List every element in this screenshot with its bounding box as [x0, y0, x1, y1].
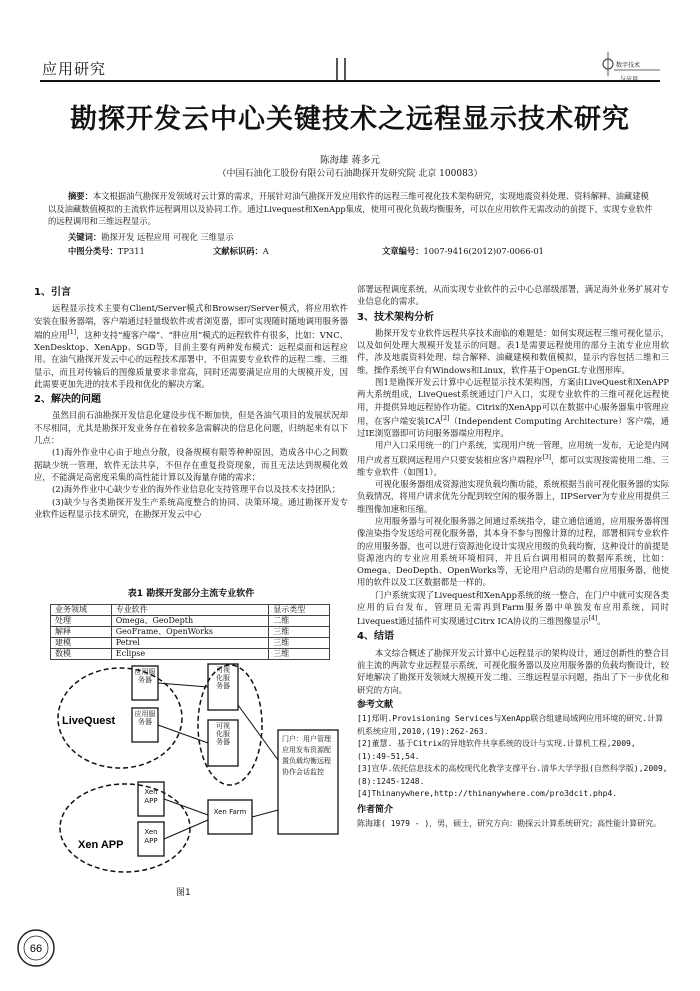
app-server-1-label: 应用服务器 — [134, 668, 156, 684]
table-cell: 数模 — [51, 649, 112, 660]
logo-text-1: 数字技术 — [616, 62, 641, 69]
table-header-cell: 专业软件 — [111, 605, 268, 616]
xen-app-1-label: Xen APP — [144, 788, 158, 805]
table-row — [51, 649, 330, 660]
section-label: 应用研究 — [42, 60, 107, 78]
clc-number — [68, 245, 145, 257]
abstract — [48, 190, 654, 228]
citation: [4] — [588, 615, 598, 623]
section-2-item-1: (1)海外作业中心由于地点分散，设备规模有限等种种原因，造成各中心之间数据缺少统一管理，软件无法共享，不但存在重复投资现象，而且无法达到规模化效应，不能满足高密度采集的高性能计算以及海量存储的需求； — [34, 447, 348, 482]
table-row — [51, 627, 330, 638]
header-rule — [40, 80, 660, 82]
table-cell: 二维 — [269, 616, 330, 627]
table-header-row — [51, 605, 330, 616]
vis-server-1-label: 可视化服务器 — [216, 666, 230, 690]
clc-value: TP311 — [117, 246, 145, 256]
section-3-paragraph-2: 图1是勘探开发云计算中心远程显示技术架构图，方案由LiveQuest和XenAPP两大系统组成，LiveQuest系统通过门户入口，实现专业软件的三维可视化远程使用，并提供异地远程协作功能。Citrix的XenApp可以在数据中心服务器集中管理应用，在客户端安装ICA[2]（Independent Computing Architecture）客户端，通过IE浏览器即可访问服务器端应用程序。 — [357, 377, 670, 439]
paper-affiliation: （中国石油化工股份有限公司石油勘探开发研究院 北京 100083） — [217, 169, 483, 179]
figure-caption: 图1 — [176, 888, 191, 898]
article-value: 1007-9416(2012)07-0066-01 — [423, 246, 544, 256]
citation: [2] — [440, 414, 450, 422]
doc-code — [213, 245, 269, 257]
section-2-item-3: (3)缺少与各类勘探开发生产系统高度整合的协同、决策环境。通过勘探开发专业软件远程显示技术研究，在勘探开发云中心 — [34, 496, 348, 519]
right-column — [357, 283, 669, 830]
reference-list — [357, 713, 669, 801]
table-cell: 解释 — [51, 627, 112, 638]
xenapp-label: Xen APP — [78, 839, 124, 851]
section-4-paragraph: 本文综合概述了勘探开发云计算中心远程显示的架构设计，通过创新性的整合目前主流的两款专业远程显示系统，可视化服务器以及应用服务器的负载均衡设计，较好地解决了勘探开发领域大规模开发二维、三维远程显示问题，指出了下一步优化和研究的方向。 — [357, 647, 669, 695]
logo-text-2: 与应用 — [620, 76, 639, 83]
portal-label: 门户：用户管理应用发布资源配置负载均衡远程协作会话监控 — [282, 735, 331, 776]
section-4-heading: 4、结语 — [357, 631, 394, 643]
table-cell: 建模 — [51, 638, 112, 649]
table-cell: 三维 — [269, 638, 330, 649]
livequest-label: LiveQuest — [62, 715, 116, 727]
section-3-paragraph-5: 应用服务器与可视化服务器之间通过系统指令，建立通信通道，应用服务器将图像渲染指令发送给可视化服务器，其本身不参与图像计算的过程，部署相同专业软件的应用服务器，也可以进行资源池化设计实现应用级的负载均衡，这种设计的前提是资源池内的专业应用系统环境相同，并且后台调用相同的数据库系统，比如：Omega、DeoDepth、OpenWorks等，无论用户启动的是哪台应用服务器，他使用的软件以及工区数据都是一样的。 — [357, 515, 669, 588]
page-number: 66 — [29, 943, 43, 955]
table-cell: 处理 — [51, 616, 112, 627]
table-cell: Petrel — [111, 638, 268, 649]
clc-label: 中图分类号： — [68, 246, 118, 256]
reference-item: [3]宣华.依托信息技术的高校现代化教学支撑平台.清华大学学报(自然科学版),2009,(8):1245-1248. — [357, 764, 668, 786]
author-bio-heading: 作者简介 — [357, 804, 394, 815]
reference-item: [4]Thinanywhere,http://thinanywhere.com/pro3dcit.php4. — [357, 789, 618, 799]
section-3-paragraph-4: 可视化服务器组成资源池实现负载均衡功能，系统根据当前可视化服务器的实际负载情况，将用户请求优先分配到较空闲的服务器上，IIPServer为专业应用提供三维图像加速和压缩。 — [357, 479, 669, 514]
xen-app-2-label: Xen APP — [144, 828, 158, 845]
section-3-paragraph-6: 门户系统实现了Livequest和XenApp系统的统一整合，在门户中就可实现各类应用的后台发布，管理员无需再到Farm服务器中单独发布应用系统，同时Livequest通过插件可实现通过Citrx ICA协议的三维图像显示[4]。 — [357, 589, 669, 627]
xen-farm-label: Xen Farm — [213, 808, 247, 816]
paper-authors: 陈海雄 蒋多元 — [319, 155, 381, 166]
table-header-cell: 显示类型 — [269, 605, 330, 616]
doc-label: 文献标识码： — [213, 246, 263, 256]
section-3-paragraph-3: 用户入口采用统一的门户系统，实现用户统一管理，应用统一发布，无论是内网用户或者互联网远程用户只要安装相应客户端程序[3]，都可以实现按需使用二维、三维专业软件（如图1）。 — [357, 440, 670, 477]
page-number-badge — [16, 928, 56, 968]
reference-item: [1]郑明.Provisioning Services与XenApp联合组建局域网应用环境的研究.计算机系统应用,2010,(19):262-263. — [357, 714, 664, 736]
table-row — [51, 616, 330, 627]
journal-logo — [596, 50, 662, 86]
architecture-diagram — [50, 660, 340, 880]
table-header-cell: 业务领域 — [51, 605, 112, 616]
article-number — [382, 245, 544, 257]
section-1-paragraph: 远程显示技术主要有Client/Server模式和Browser/Server模式，将应用软件安装在服务器端，客户端通过轻量级软件或者浏览器，即可实现随时随地调用服务器端的应用[1]，这种支持“瘦客户端”、“胖应用”模式的远程软件有很多，比如：VNC、XenDesktop、XenApp、SGD等，目前主要有两种发布模式：远程桌面和远程应用。在油气勘探开发云中心的远程技术部署中，不但需要专业软件的远程二维、三维显示，而且对传输后的图像质量要求非常高，同时还需要满足应用的大规模开发，因此需要更加先进的技术手段和优化的解决方案。 — [34, 303, 348, 389]
section-2-item-2: (2)海外作业中心缺少专业的海外作业信息化支持管理平台以及技术支持团队； — [52, 484, 341, 495]
reference-item: [2]董慧. 基于Citrix的异地软件共享系统的设计与实现.计算机工程,2009,(1):49-51,54. — [357, 739, 636, 761]
article-label: 文章编号： — [382, 246, 424, 256]
section-3-paragraph-1: 勘探开发专业软件远程共享技术面临的难题是：如何实现远程三维可视化显示，以及如何处理大规模开发显示的问题。表1是需要远程使用的部分主流专业应用软件，涉及地震资料处理、综合解释、油藏建模和数值模拟，显示内容包括二维和三维，操作系统平台有Windows和Linux，软件基于OpenGL专业图形库。 — [357, 327, 669, 375]
table-cell: Eclipse — [111, 649, 268, 660]
table-cell: 三维 — [269, 649, 330, 660]
citation: [3] — [542, 453, 551, 461]
software-table — [50, 604, 330, 660]
section-3-heading: 3、技术架构分析 — [357, 311, 434, 323]
vis-server-2-label: 可视化服务器 — [216, 722, 230, 746]
section-2-heading: 2、解决的问题 — [34, 394, 101, 406]
table-cell: 三维 — [269, 627, 330, 638]
xenapp-cluster — [60, 784, 190, 872]
table-cell: GeoFrame、OpenWorks — [111, 627, 268, 638]
app-server-2-label: 应用服务器 — [134, 710, 156, 726]
doc-value: A — [262, 246, 269, 256]
citation: [1] — [67, 328, 77, 336]
paper-title: 勘探开发云中心关键技术之远程显示技术研究 — [70, 104, 630, 135]
abstract-label: 摘要： — [68, 191, 93, 201]
table-cell: Omega、GeoDepth — [111, 616, 268, 627]
keywords-label: 关键词： — [68, 232, 102, 242]
section-1-heading: 1、引言 — [34, 287, 71, 298]
keywords-text: 勘探开发 远程应用 可视化 三维显示 — [101, 232, 234, 242]
table-caption: 表1 勘探开发部分主流专业软件 — [127, 589, 255, 599]
author-bio: 陈海雄( 1979 - )，男，硕士，研究方向：勘探云计算系统研究；高性能计算研究。 — [357, 818, 662, 828]
keywords — [68, 231, 234, 243]
left-column — [34, 283, 348, 520]
table-row — [51, 638, 330, 649]
references-heading: 参考文献 — [357, 699, 394, 710]
section-2-paragraph: 虽然目前石油勘探开发信息化建设步伐不断加快，但是各油气项目的发展状况却不尽相同，尤其是勘探开发业务存在着较多急需解决的信息化问题，归纳起来有以下几点： — [34, 410, 348, 446]
continued-paragraph: 部署远程调度系统，从而实现专业软件的云中心总部级部署，满足海外业务扩展对专业信息化的需求。 — [357, 284, 669, 307]
abstract-text: 本文根据油气勘探开发领域对云计算的需求，开展针对油气勘探开发应用软件的远程三维可视化技术架构研究，实现地震资料处理、资料解释、油藏建模以及油藏数值模拟的主流软件远程调用以及协同工作。通过Livequest和XenApp集成，使用可视化负载均衡服务，可以在应用软件无需改动的前提下，实现专业软件的远程调用和三维远程显示。 — [48, 191, 653, 226]
